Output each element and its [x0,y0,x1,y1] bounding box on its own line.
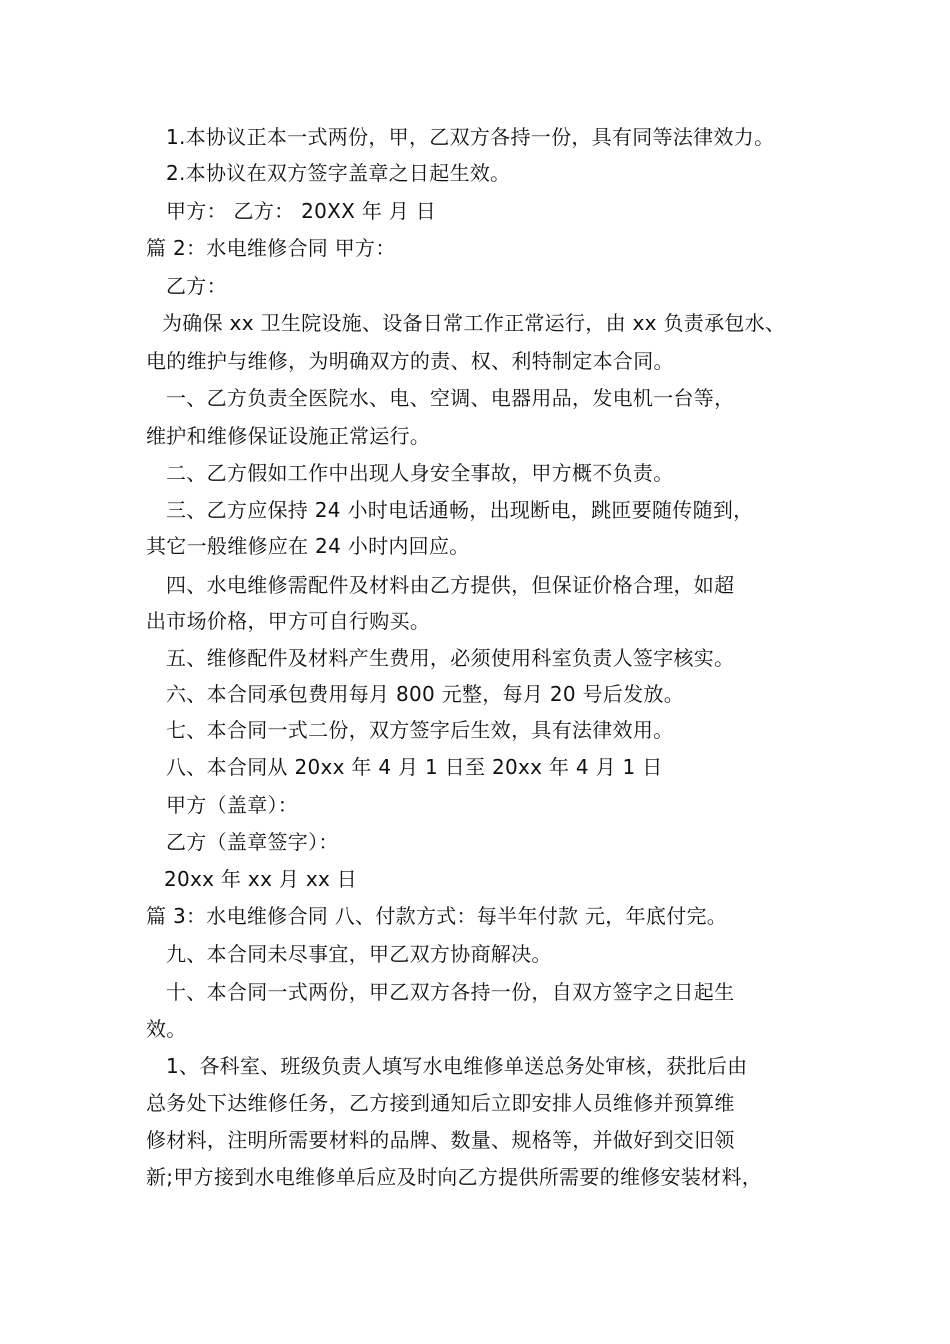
text-line: 乙方（盖章签字）： [166,830,339,854]
text-line: 乙方： [166,274,227,298]
text-line: 甲方： 乙方： 20XX 年 月 日 [166,199,437,223]
text-line: 维护和维修保证设施正常运行。 [146,424,431,448]
text-line: 电的维护与维修，为明确双方的责、权、利特制定本合同。 [146,349,674,373]
text-line: 总务处下达维修任务，乙方接到通知后立即安排人员维修并预算维 [146,1091,735,1115]
text-line: 八、本合同从 20xx 年 4 月 1 日至 20xx 年 4 月 1 日 [166,755,663,779]
text-line: 新;甲方接到水电维修单后应及时向乙方提供所需要的维修安装材料， [146,1165,763,1189]
text-line: 甲方（盖章）： [166,793,299,817]
text-line: 六、本合同承包费用每月 800 元整，每月 20 号后发放。 [166,682,685,706]
text-line: 四、水电维修需配件及材料由乙方提供，但保证价格合理，如超 [166,573,735,597]
text-line: 其它一般维修应在 24 小时内回应。 [146,534,470,558]
text-line: 七、本合同一式二份，双方签字后生效，具有法律效用。 [166,718,674,742]
text-line: 三、乙方应保持 24 小时电话通畅，出现断电，跳匝要随传随到， [166,498,754,522]
text-line: 1.本协议正本一式两份，甲，乙双方各持一份，具有同等法律效力。 [166,125,775,149]
text-line: 修材料，注明所需要材料的品牌、数量、规格等，并做好到交旧领 [146,1128,735,1152]
text-line: 为确保 xx 卫生院设施、设备日常工作正常运行，由 xx 负责承包水、 [162,311,786,335]
text-line: 九、本合同未尽事宜，甲乙双方协商解决。 [166,942,552,966]
text-line: 十、本合同一式两份，甲乙双方各持一份，自双方签字之日起生 [166,980,735,1004]
text-line: 出市场价格，甲方可自行购买。 [146,609,431,633]
section-heading: 篇 2：水电维修合同 甲方： [146,236,396,260]
text-line: 二、乙方假如工作中出现人身安全事故，甲方概不负责。 [166,461,674,485]
text-line: 一、乙方负责全医院水、电、空调、电器用品，发电机一台等， [166,386,735,410]
text-line: 2.本协议在双方签字盖章之日起生效。 [166,161,511,185]
text-line: 效。 [146,1017,187,1041]
text-line: 1、各科室、班级负责人填写水电维修单送总务处审核，获批后由 [166,1054,748,1078]
text-line: 五、维修配件及材料产生费用，必须使用科室负责人签字核实。 [166,646,735,670]
text-line: 20xx 年 xx 月 xx 日 [164,867,358,891]
section-heading: 篇 3：水电维修合同 八、付款方式：每半年付款 元，年底付完。 [146,904,728,928]
